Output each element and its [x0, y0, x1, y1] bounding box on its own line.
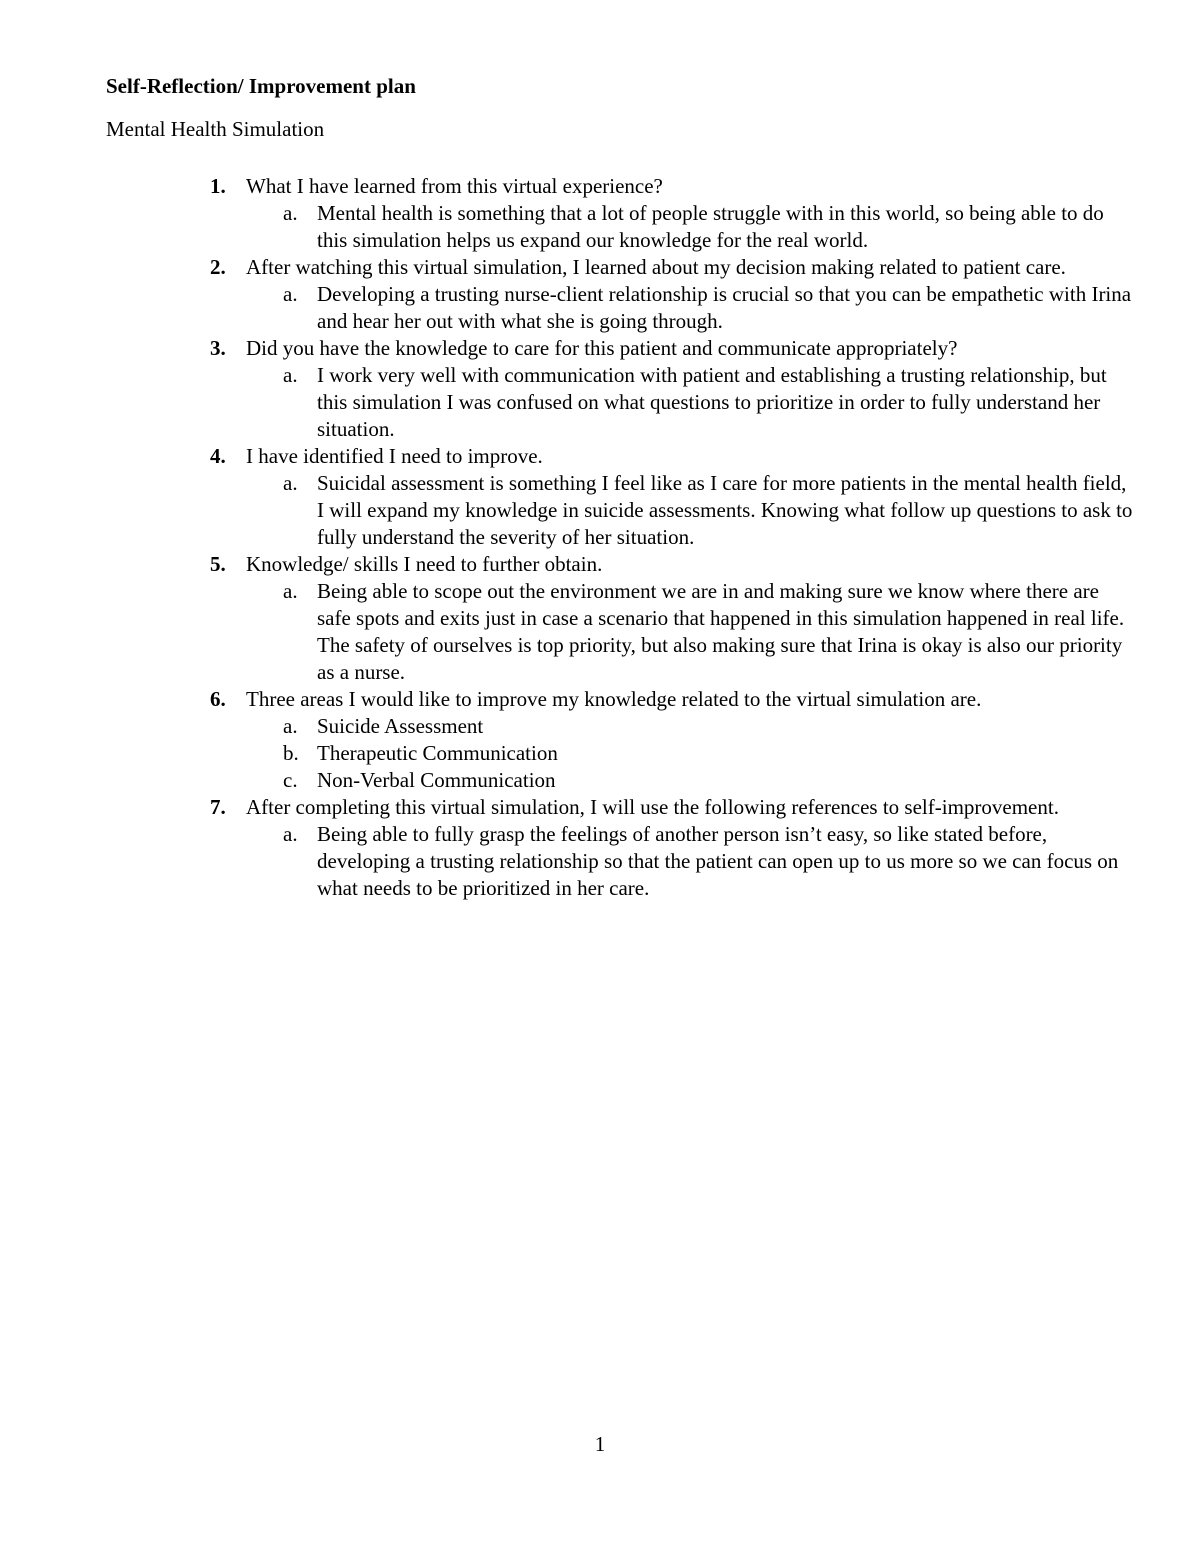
question-item	[0, 173, 1136, 254]
answer-item	[246, 578, 1136, 686]
page-number: 1	[594, 1432, 606, 1456]
answer-letter: a.	[283, 282, 298, 306]
question-text: Three areas I would like to improve my knowledge related to the virtual simulation are.	[246, 687, 982, 711]
answer-letter: a.	[283, 471, 298, 495]
question-number: 4.	[210, 444, 226, 468]
question-item	[0, 335, 1136, 443]
answer-item	[246, 821, 1136, 902]
document-title: Self-Reflection/ Improvement plan	[106, 74, 416, 98]
question-text: What I have learned from this virtual experience?	[246, 174, 663, 198]
answer-item	[246, 740, 1136, 767]
question-number: 1.	[210, 174, 226, 198]
answer-letter: a.	[283, 363, 298, 387]
question-item	[0, 794, 1136, 902]
answer-list	[246, 578, 1136, 686]
answer-list	[246, 713, 1136, 794]
answer-letter: c.	[283, 768, 298, 792]
answer-item	[246, 470, 1136, 551]
answer-text: Developing a trusting nurse-client relationship is crucial so that you can be empathetic with Irina and hear her out with what she is going through.	[317, 282, 1132, 333]
answer-text: I work very well with communication with patient and establishing a trusting relationship, but this simulation I was confused on what questions to prioritize in order to fully understand her situation.	[317, 363, 1107, 441]
answer-item	[246, 362, 1136, 443]
answer-text: Suicide Assessment	[317, 714, 484, 738]
answer-item	[246, 281, 1136, 335]
answer-item	[246, 713, 1136, 740]
answer-list	[246, 821, 1136, 902]
answer-letter: b.	[283, 741, 299, 765]
question-text: After watching this virtual simulation, I learned about my decision making related to patient care.	[246, 255, 1066, 279]
answer-letter: a.	[283, 822, 298, 846]
question-number: 2.	[210, 255, 226, 279]
answer-item	[246, 767, 1136, 794]
answer-text: Therapeutic Communication	[317, 741, 558, 765]
document-subtitle: Mental Health Simulation	[106, 117, 325, 141]
answer-list	[246, 200, 1136, 254]
question-list	[0, 173, 1200, 902]
question-text: After completing this virtual simulation, I will use the following references to self-improvement.	[246, 795, 1059, 819]
question-text: Knowledge/ skills I need to further obtain.	[246, 552, 603, 576]
question-text: Did you have the knowledge to care for this patient and communicate appropriately?	[246, 336, 958, 360]
question-number: 7.	[210, 795, 226, 819]
question-number: 3.	[210, 336, 226, 360]
answer-text: Mental health is something that a lot of people struggle with in this world, so being able to do this simulation helps us expand our knowledge for the real world.	[317, 201, 1104, 252]
question-item	[0, 686, 1136, 794]
question-number: 5.	[210, 552, 226, 576]
answer-letter: a.	[283, 579, 298, 603]
answer-list	[246, 362, 1136, 443]
answer-text: Suicidal assessment is something I feel like as I care for more patients in the mental health field, I will expand my knowledge in suicide assessments. Knowing what follow up questions to ask to fully understand the severity of her situation.	[317, 471, 1133, 549]
answer-text: Being able to fully grasp the feelings of another person isn’t easy, so like stated before, developing a trusting relationship so that the patient can open up to us more so we can focus on what needs to be prioritized in her care.	[317, 822, 1119, 900]
question-item	[0, 254, 1136, 335]
answer-list	[246, 470, 1136, 551]
answer-letter: a.	[283, 201, 298, 225]
answer-text: Being able to scope out the environment we are in and making sure we know where there are safe spots and exits just in case a scenario that happened in this simulation happened in real life. The safety of ourselves is top priority, but also making sure that Irina is okay is also our priority as a nurse.	[317, 579, 1125, 684]
question-text: I have identified I need to improve.	[246, 444, 543, 468]
answer-text: Non-Verbal Communication	[317, 768, 556, 792]
answer-item	[246, 200, 1136, 254]
answer-letter: a.	[283, 714, 298, 738]
question-item	[0, 551, 1136, 686]
question-number: 6.	[210, 687, 226, 711]
question-item	[0, 443, 1136, 551]
answer-list	[246, 281, 1136, 335]
